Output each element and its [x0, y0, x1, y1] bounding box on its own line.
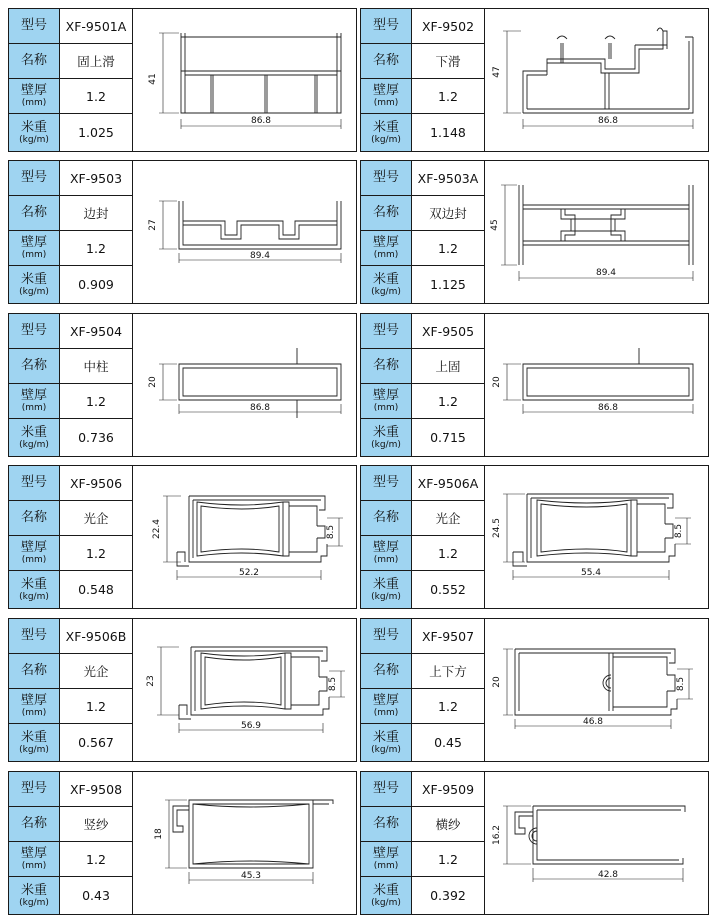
- name-value: 上下方: [429, 664, 467, 679]
- profile-drawing: [485, 161, 708, 303]
- wall-label: 壁厚: [20, 693, 47, 708]
- wall-row: [361, 384, 484, 419]
- spec-table: [9, 9, 133, 151]
- name-row: [9, 501, 132, 536]
- model-label: 型号: [20, 170, 47, 185]
- profile-drawing: [485, 772, 708, 914]
- dim-height: 41: [148, 73, 158, 85]
- dim-height: 47: [492, 66, 502, 78]
- weight-row: [361, 419, 484, 456]
- model-label: 型号: [20, 323, 47, 338]
- profile-drawing-svg: [133, 9, 356, 151]
- weight-value: 0.567: [78, 735, 114, 750]
- profile-drawing-svg: [133, 314, 356, 456]
- weight-row: [9, 419, 132, 456]
- profile-card: [360, 618, 709, 762]
- wall-value: 1.2: [86, 393, 106, 409]
- wall-value: 1.2: [438, 545, 458, 561]
- dim-slot: 8.5: [328, 676, 338, 692]
- model-row: [9, 9, 132, 44]
- name-row: [361, 654, 484, 689]
- dim-width: 46.8: [582, 717, 604, 727]
- wall-label: 壁厚: [372, 540, 399, 555]
- model-value: XF-9506: [69, 475, 123, 491]
- dim-width: 56.9: [240, 721, 262, 731]
- weight-row: [9, 266, 132, 303]
- profile-card: [8, 8, 357, 152]
- weight-unit: (kg/m): [371, 286, 401, 297]
- name-value: 竖纱: [83, 817, 109, 832]
- model-label: 型号: [20, 18, 47, 33]
- model-row: [9, 772, 132, 807]
- name-label: 名称: [372, 358, 399, 373]
- name-row: [9, 44, 132, 79]
- name-value: 上固: [435, 359, 461, 374]
- weight-value: 0.909: [78, 277, 114, 292]
- model-label: 型号: [20, 628, 47, 643]
- model-row: [361, 772, 484, 807]
- wall-value: 1.2: [438, 698, 458, 714]
- weight-row: [9, 114, 132, 151]
- weight-value: 0.43: [82, 888, 110, 903]
- wall-row: [9, 689, 132, 724]
- weight-row: [361, 114, 484, 151]
- weight-unit: (kg/m): [19, 897, 49, 908]
- wall-value: 1.2: [86, 545, 106, 561]
- model-value: XF-9506A: [417, 475, 479, 491]
- spec-table: [9, 314, 133, 456]
- spec-table: [361, 314, 485, 456]
- spec-table: [9, 466, 133, 608]
- name-value: 光企: [83, 664, 109, 679]
- weight-row: [9, 571, 132, 608]
- name-value: 固上滑: [77, 54, 115, 69]
- name-row: [361, 501, 484, 536]
- wall-value: 1.2: [438, 240, 458, 256]
- weight-label: 米重: [20, 882, 47, 898]
- profile-drawing-svg: [133, 772, 356, 914]
- wall-value: 1.2: [438, 88, 458, 104]
- weight-row: [361, 266, 484, 303]
- wall-unit: (mm): [21, 403, 47, 413]
- wall-unit: (mm): [21, 98, 47, 108]
- weight-value: 1.125: [430, 277, 466, 292]
- profile-drawing: [133, 161, 356, 303]
- model-value: XF-9509: [421, 781, 475, 797]
- weight-unit: (kg/m): [19, 134, 49, 145]
- wall-unit: (mm): [21, 555, 47, 565]
- profile-card: [8, 160, 357, 304]
- name-row: [9, 196, 132, 231]
- profile-drawing-svg: [485, 9, 708, 151]
- dim-width: 86.8: [597, 403, 619, 413]
- name-value: 横纱: [435, 817, 461, 832]
- wall-row: [9, 231, 132, 266]
- wall-value: 1.2: [438, 851, 458, 867]
- name-value: 双边封: [429, 206, 467, 221]
- weight-value: 0.548: [78, 582, 114, 597]
- weight-row: [9, 724, 132, 761]
- dim-height: 20: [492, 376, 502, 388]
- dim-width: 89.4: [595, 268, 617, 278]
- wall-unit: (mm): [373, 250, 399, 260]
- name-label: 名称: [372, 663, 399, 678]
- name-row: [361, 44, 484, 79]
- weight-unit: (kg/m): [19, 744, 49, 755]
- wall-label: 壁厚: [20, 83, 47, 98]
- wall-label: 壁厚: [372, 388, 399, 403]
- wall-value: 1.2: [438, 393, 458, 409]
- dim-width: 45.3: [240, 871, 262, 881]
- wall-unit: (mm): [373, 98, 399, 108]
- wall-row: [9, 842, 132, 877]
- name-label: 名称: [372, 205, 399, 220]
- wall-row: [9, 79, 132, 114]
- weight-label: 米重: [20, 271, 47, 287]
- profile-drawing: [485, 619, 708, 761]
- wall-unit: (mm): [21, 861, 47, 871]
- spec-table: [361, 9, 485, 151]
- weight-value: 0.736: [78, 430, 114, 445]
- wall-unit: (mm): [373, 555, 399, 565]
- model-value: XF-9508: [69, 781, 123, 797]
- dim-width: 86.8: [249, 403, 271, 413]
- profile-card: [360, 771, 709, 915]
- profile-card: [360, 160, 709, 304]
- profile-drawing: [485, 466, 708, 608]
- profile-card: [8, 771, 357, 915]
- name-label: 名称: [372, 53, 399, 68]
- model-value: XF-9502: [421, 18, 475, 34]
- weight-label: 米重: [372, 882, 399, 898]
- model-value: XF-9504: [69, 323, 123, 339]
- profile-drawing: [133, 314, 356, 456]
- wall-label: 壁厚: [20, 235, 47, 250]
- name-label: 名称: [20, 816, 47, 831]
- weight-label: 米重: [20, 729, 47, 745]
- wall-label: 壁厚: [372, 83, 399, 98]
- model-label: 型号: [20, 475, 47, 490]
- spec-table: [361, 619, 485, 761]
- weight-label: 米重: [20, 576, 47, 592]
- wall-unit: (mm): [21, 708, 47, 718]
- profile-drawing-svg: [485, 619, 708, 761]
- spec-table: [361, 772, 485, 914]
- model-row: [9, 619, 132, 654]
- weight-unit: (kg/m): [19, 591, 49, 602]
- wall-row: [361, 231, 484, 266]
- profile-card: [8, 465, 357, 609]
- dim-height: 24.5: [492, 517, 502, 539]
- profile-drawing-svg: [133, 161, 356, 303]
- model-row: [361, 466, 484, 501]
- model-row: [9, 314, 132, 349]
- model-value: XF-9506B: [65, 628, 127, 644]
- dim-width: 86.8: [597, 116, 619, 126]
- name-label: 名称: [20, 53, 47, 68]
- wall-row: [9, 536, 132, 571]
- weight-unit: (kg/m): [371, 897, 401, 908]
- model-label: 型号: [20, 781, 47, 796]
- weight-label: 米重: [372, 119, 399, 135]
- dim-width: 86.8: [250, 116, 272, 126]
- wall-unit: (mm): [373, 861, 399, 871]
- profile-drawing-svg: [133, 466, 356, 608]
- name-label: 名称: [372, 816, 399, 831]
- dim-width: 55.4: [580, 568, 602, 578]
- profile-drawing: [133, 772, 356, 914]
- weight-label: 米重: [372, 576, 399, 592]
- profile-drawing-svg: [485, 314, 708, 456]
- profile-card: [8, 313, 357, 457]
- dim-width: 89.4: [249, 251, 271, 261]
- wall-label: 壁厚: [20, 388, 47, 403]
- model-row: [361, 314, 484, 349]
- model-label: 型号: [372, 628, 399, 643]
- name-label: 名称: [372, 510, 399, 525]
- wall-value: 1.2: [86, 698, 106, 714]
- wall-row: [9, 384, 132, 419]
- weight-label: 米重: [20, 119, 47, 135]
- profile-card: [360, 8, 709, 152]
- weight-value: 1.148: [430, 125, 466, 140]
- model-value: XF-9501A: [65, 18, 127, 34]
- model-row: [361, 9, 484, 44]
- profile-drawing-svg: [485, 161, 708, 303]
- model-label: 型号: [372, 781, 399, 796]
- model-value: XF-9503A: [417, 170, 479, 186]
- wall-label: 壁厚: [20, 846, 47, 861]
- weight-row: [361, 724, 484, 761]
- dim-height: 27: [148, 219, 158, 231]
- model-value: XF-9507: [421, 628, 475, 644]
- model-value: XF-9503: [69, 170, 123, 186]
- wall-value: 1.2: [86, 851, 106, 867]
- model-label: 型号: [372, 323, 399, 338]
- spec-table: [9, 772, 133, 914]
- name-row: [9, 807, 132, 842]
- profile-drawing: [133, 466, 356, 608]
- wall-label: 壁厚: [372, 693, 399, 708]
- wall-unit: (mm): [373, 403, 399, 413]
- wall-value: 1.2: [86, 240, 106, 256]
- name-value: 边封: [83, 206, 109, 221]
- weight-unit: (kg/m): [371, 134, 401, 145]
- wall-row: [361, 79, 484, 114]
- name-value: 中柱: [83, 359, 109, 374]
- dim-height: 20: [148, 376, 158, 388]
- weight-label: 米重: [372, 729, 399, 745]
- dim-slot: 8.5: [326, 524, 336, 540]
- weight-value: 0.45: [434, 735, 462, 750]
- weight-row: [361, 571, 484, 608]
- weight-unit: (kg/m): [19, 439, 49, 450]
- spec-table: [9, 161, 133, 303]
- weight-label: 米重: [20, 424, 47, 440]
- spec-table: [9, 619, 133, 761]
- weight-unit: (kg/m): [371, 744, 401, 755]
- dim-width: 42.8: [597, 870, 619, 880]
- model-value: XF-9505: [421, 323, 475, 339]
- weight-label: 米重: [372, 271, 399, 287]
- wall-label: 壁厚: [372, 235, 399, 250]
- name-value: 光企: [435, 511, 461, 526]
- model-row: [361, 619, 484, 654]
- dim-height: 20: [492, 676, 502, 688]
- wall-row: [361, 536, 484, 571]
- name-label: 名称: [20, 358, 47, 373]
- dim-height: 23: [146, 675, 156, 687]
- dim-height: 16.2: [492, 824, 502, 846]
- wall-row: [361, 689, 484, 724]
- wall-label: 壁厚: [372, 846, 399, 861]
- profile-drawing: [485, 314, 708, 456]
- weight-unit: (kg/m): [19, 286, 49, 297]
- model-row: [361, 161, 484, 196]
- weight-value: 0.715: [430, 430, 466, 445]
- name-row: [9, 654, 132, 689]
- name-row: [361, 349, 484, 384]
- model-label: 型号: [372, 170, 399, 185]
- profile-card: [360, 313, 709, 457]
- weight-value: 0.392: [430, 888, 466, 903]
- profile-card: [360, 465, 709, 609]
- name-value: 下滑: [435, 54, 461, 69]
- model-row: [9, 161, 132, 196]
- wall-unit: (mm): [373, 708, 399, 718]
- spec-table: [361, 466, 485, 608]
- wall-value: 1.2: [86, 88, 106, 104]
- model-row: [9, 466, 132, 501]
- weight-value: 1.025: [78, 125, 114, 140]
- model-label: 型号: [372, 475, 399, 490]
- profile-drawing-svg: [485, 772, 708, 914]
- weight-value: 0.552: [430, 582, 466, 597]
- profile-card: [8, 618, 357, 762]
- weight-unit: (kg/m): [371, 439, 401, 450]
- name-label: 名称: [20, 510, 47, 525]
- name-value: 光企: [83, 511, 109, 526]
- weight-unit: (kg/m): [371, 591, 401, 602]
- wall-unit: (mm): [21, 250, 47, 260]
- dim-slot: 8.5: [676, 676, 686, 692]
- dim-height: 18: [154, 828, 164, 840]
- weight-label: 米重: [372, 424, 399, 440]
- dim-slot: 8.5: [674, 523, 684, 539]
- spec-table: [361, 161, 485, 303]
- name-label: 名称: [20, 663, 47, 678]
- weight-row: [361, 877, 484, 914]
- name-row: [9, 349, 132, 384]
- wall-label: 壁厚: [20, 540, 47, 555]
- profile-drawing-svg: [485, 466, 708, 608]
- model-label: 型号: [372, 18, 399, 33]
- profile-drawing-svg: [133, 619, 356, 761]
- dim-width: 52.2: [238, 568, 260, 578]
- name-label: 名称: [20, 205, 47, 220]
- profile-drawing: [133, 9, 356, 151]
- dim-height: 22.4: [152, 518, 162, 540]
- wall-row: [361, 842, 484, 877]
- profile-drawing: [485, 9, 708, 151]
- dim-height: 45: [490, 219, 500, 231]
- profile-drawing: [133, 619, 356, 761]
- name-row: [361, 807, 484, 842]
- name-row: [361, 196, 484, 231]
- weight-row: [9, 877, 132, 914]
